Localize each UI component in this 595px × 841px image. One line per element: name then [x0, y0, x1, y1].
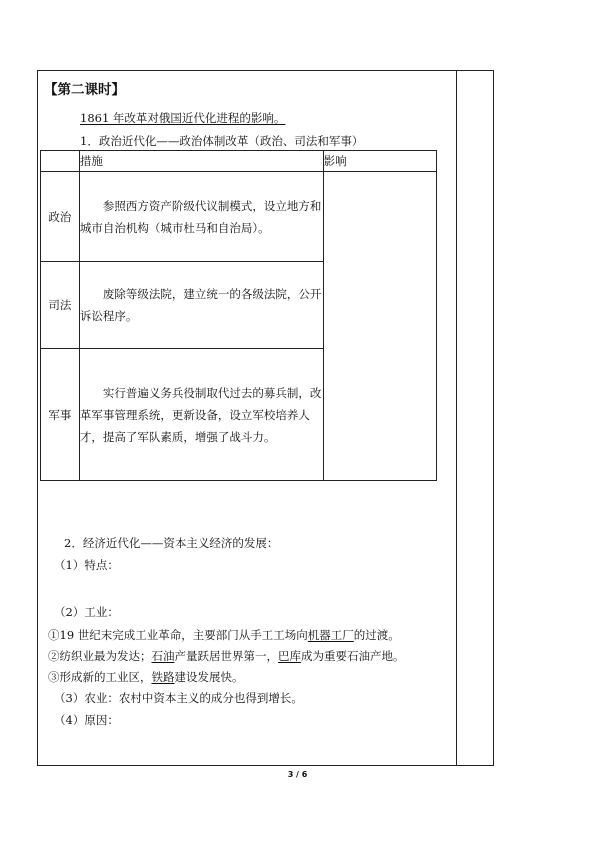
header-area — [41, 151, 80, 172]
impact-cell — [323, 172, 436, 481]
table-header-row — [41, 151, 437, 172]
industry-item-1: ①19 世纪末完成工业革命，主要部门从手工工场向机器工厂的过渡。 — [48, 628, 400, 642]
economy-reasons: （4）原因： — [54, 713, 119, 727]
economy-title: 2．经济近代化——资本主义经济的发展： — [64, 536, 279, 550]
row-area: 司法 — [41, 262, 80, 349]
reform-table — [40, 150, 437, 481]
lesson-intro: 1861 年改革对俄国近代化进程的影响。 — [80, 111, 286, 125]
header-impact: 影响 — [323, 151, 436, 172]
page-number: 3 / 6 — [287, 770, 308, 779]
row-measure: 废除等级法院，建立统一的各级法院，公开诉讼程序。 — [79, 262, 323, 349]
row-area: 政治 — [41, 172, 80, 262]
section1-title: 1．政治近代化——政治体制改革（政治、司法和军事） — [80, 134, 364, 148]
lesson-heading: 【第二课时】 — [44, 82, 125, 98]
economy-industry: （2）工业： — [54, 605, 119, 619]
table-row — [41, 172, 437, 262]
header-measure: 措施 — [79, 151, 323, 172]
economy-features: （1）特点： — [54, 558, 119, 572]
industry-item-3: ③形成新的工业区，铁路建设发展快。 — [48, 670, 244, 684]
economy-agriculture: （3）农业：农村中资本主义的成分也得到增长。 — [54, 691, 303, 705]
row-measure: 实行普遍义务兵役制取代过去的募兵制，改革军事管理系统，更新设备，设立军校培养人才，提高了军队素质，增强了战斗力。 — [79, 349, 323, 481]
industry-item-2: ②纺织业最为发达；石油产量跃居世界第一，巴库成为重要石油产地。 — [48, 649, 405, 663]
row-area: 军事 — [41, 349, 80, 481]
row-measure: 参照西方资产阶级代议制模式，设立地方和城市自治机构（城市杜马和自治局）。 — [79, 172, 323, 262]
notes-column-divider — [456, 70, 457, 766]
